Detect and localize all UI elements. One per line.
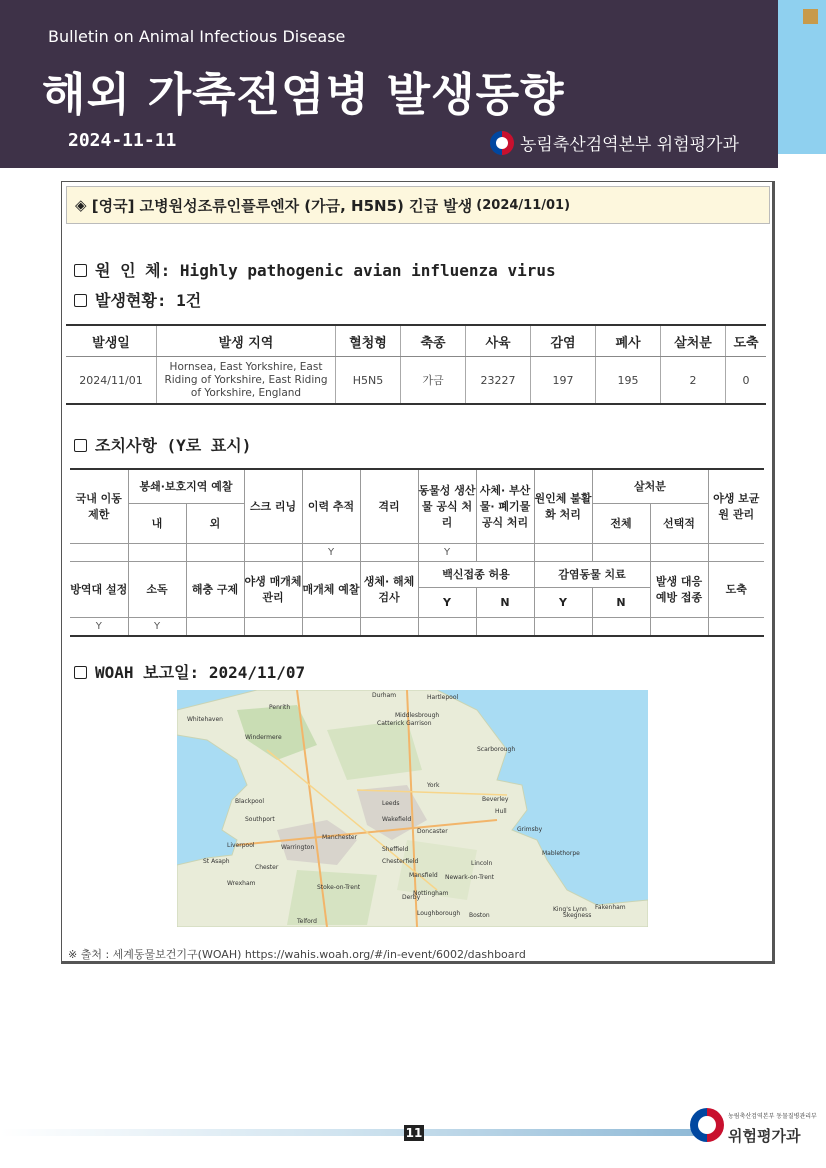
table-row: [70, 617, 764, 636]
map-place-label: Scarborough: [477, 746, 516, 753]
org-name: 농림축산검역본부 위험평가과: [520, 135, 739, 155]
map-place-label: Catterick Garrison: [377, 720, 432, 727]
woah-date: 2024/11/07: [208, 663, 306, 682]
status-label: 발생현황:: [95, 291, 167, 310]
checkbox-square-icon: [74, 666, 87, 679]
hdr-culling: 살처분: [592, 469, 708, 503]
hdr-zone: 봉쇄·보호지역 예찰: [128, 469, 244, 503]
value-cell: [476, 617, 534, 636]
cell-species: 가금: [401, 357, 466, 405]
map-place-label: Nottingham: [413, 890, 449, 897]
col-header: 발생 지역: [157, 325, 336, 357]
measures-line: [74, 433, 251, 456]
map-place-label: Fakenham: [595, 904, 626, 911]
hdr-disinfection: 소독: [128, 561, 186, 617]
map-place-label: King's Lynn: [553, 906, 587, 913]
col-header: 감염: [531, 325, 596, 357]
value-cell: [650, 617, 708, 636]
value-cell: [360, 543, 418, 561]
hdr-wild-reservoir: 야생 보균원 관리: [708, 469, 764, 543]
map-place-label: Sheffield: [382, 846, 409, 853]
cell-slaughtered: 0: [726, 357, 767, 405]
header-side-accent: [778, 0, 826, 154]
value-cell: [592, 617, 650, 636]
map-place-label: Stoke-on-Trent: [317, 884, 361, 891]
map-place-label: Telford: [297, 918, 317, 925]
taeguk-logo-icon: [490, 131, 514, 155]
map-place-label: Liverpool: [227, 842, 255, 849]
page-title: 해외 가축전염병 발생동향: [42, 68, 565, 121]
map-place-label: Leeds: [382, 800, 400, 807]
report-title: [영국] 고병원성조류인플루엔자 (가금, H5N5) 긴급 발생: [91, 196, 473, 215]
hdr-zoning: 방역대 설정: [70, 561, 128, 617]
hdr-treat-y: Y: [534, 587, 592, 617]
status-line: [74, 288, 201, 311]
hdr-inactivation: 원인체 불활화 처리: [534, 469, 592, 543]
table-header-row: [66, 325, 766, 357]
value-cell: [186, 617, 244, 636]
woah-line: [74, 660, 305, 683]
footer-team: 위험평가과: [728, 1127, 801, 1145]
col-header: 폐사: [596, 325, 661, 357]
pathogen-line: [74, 258, 556, 281]
hdr-animal-products: 동물성 생산물 공식 처리: [418, 469, 476, 543]
map-place-label: Mansfield: [409, 872, 438, 879]
cell-location: Hornsea, East Yorkshire, East Riding of Yorkshire, East Riding of Yorkshire, England: [157, 357, 336, 405]
taeguk-logo-icon: [690, 1108, 724, 1142]
map-place-label: Lincoln: [471, 860, 493, 867]
footer-org: 농림축산검역본부 동물질병관리부: [728, 1113, 817, 1120]
checkbox-square-icon: [74, 439, 87, 452]
source-note: ※ 출처 : 세계동물보건기구(WOAH) https://wahis.woah.org/#/in-event/6002/dashboard: [68, 948, 526, 961]
col-header: 혈청형: [336, 325, 401, 357]
pathogen-value: Highly pathogenic avian influenza virus: [179, 261, 556, 280]
outbreak-map[interactable]: [177, 690, 648, 927]
hdr-slaughter: 도축: [708, 561, 764, 617]
value-cell: Y: [302, 543, 360, 561]
value-cell: [128, 543, 186, 561]
footer-rule: [0, 1129, 700, 1136]
map-place-label: Whitehaven: [187, 716, 223, 723]
hdr-quarantine: 격리: [360, 469, 418, 543]
map-place-label: Doncaster: [417, 828, 448, 835]
value-cell: [418, 617, 476, 636]
map-place-label: Blackpool: [235, 798, 265, 805]
map-place-label: Wrexham: [227, 880, 256, 887]
value-cell: [534, 543, 592, 561]
hdr-screening: 스크 리닝: [244, 469, 302, 543]
map-place-label: Grimsby: [517, 826, 543, 833]
hdr-treatment: 감염동물 치료: [534, 561, 650, 587]
hdr-pest: 해충 구제: [186, 561, 244, 617]
hdr-zone-out: 외: [186, 503, 244, 543]
report-title-bar: [66, 186, 770, 224]
map-place-label: Newark-on-Trent: [445, 874, 495, 881]
page-number: 11: [405, 1126, 423, 1140]
hdr-cull-select: 선택적: [650, 503, 708, 543]
value-cell: [302, 617, 360, 636]
map-place-label: Southport: [245, 816, 275, 823]
cell-serotype: H5N5: [336, 357, 401, 405]
map-place-label: Hull: [495, 808, 507, 815]
hdr-live-test: 생체· 해체 검사: [360, 561, 418, 617]
map-place-label: Manchester: [322, 834, 358, 841]
measures-table: [70, 468, 764, 637]
map-label-layer: [177, 690, 648, 927]
hdr-vaccination: 백신접종 허용: [418, 561, 534, 587]
table-row: [66, 357, 766, 405]
checkbox-square-icon: [74, 264, 87, 277]
outbreak-table: [66, 324, 766, 405]
map-place-label: Mablethorpe: [542, 850, 580, 857]
value-cell: [476, 543, 534, 561]
col-header: 사육: [466, 325, 531, 357]
cell-deaths: 195: [596, 357, 661, 405]
value-cell: [650, 543, 708, 561]
col-header: 도축: [726, 325, 767, 357]
map-place-label: Wakefield: [382, 816, 412, 823]
map-place-label: Middlesbrough: [395, 712, 440, 719]
pathogen-label: 원 인 체:: [95, 261, 171, 280]
value-cell: [592, 543, 650, 561]
hdr-treat-n: N: [592, 587, 650, 617]
cell-culled: 2: [661, 357, 726, 405]
bulletin-subtitle: Bulletin on Animal Infectious Disease: [48, 27, 346, 46]
value-cell: Y: [128, 617, 186, 636]
value-cell: [244, 617, 302, 636]
bulletin-date: 2024-11-11: [68, 130, 177, 151]
map-place-label: St Asaph: [203, 858, 230, 865]
status-value: 1건: [176, 291, 202, 310]
header-corner-square: [803, 9, 818, 24]
map-place-label: Loughborough: [417, 910, 461, 917]
value-cell: [70, 543, 128, 561]
table-row: [70, 543, 764, 561]
diamond-icon: ◈: [75, 196, 92, 214]
measures-label: 조치사항 (Y로 표시): [95, 436, 252, 455]
value-cell: [708, 617, 764, 636]
col-header: 발생일: [66, 325, 157, 357]
hdr-zone-in: 내: [128, 503, 186, 543]
map-place-label: Warrington: [281, 844, 315, 851]
value-cell: Y: [418, 543, 476, 561]
map-place-label: Boston: [469, 912, 490, 919]
value-cell: [186, 543, 244, 561]
map-place-label: Hartlepool: [427, 694, 459, 701]
value-cell: Y: [70, 617, 128, 636]
map-place-label: Windermere: [245, 734, 282, 741]
value-cell: [534, 617, 592, 636]
hdr-vector-surv: 매개체 예찰: [302, 561, 360, 617]
col-header: 축종: [401, 325, 466, 357]
cell-cases: 197: [531, 357, 596, 405]
map-place-label: Chesterfield: [382, 858, 419, 865]
col-header: 살처분: [661, 325, 726, 357]
hdr-cull-all: 전체: [592, 503, 650, 543]
map-place-label: Penrith: [269, 704, 291, 711]
hdr-prevent-vacc: 발생 대응 예방 접종: [650, 561, 708, 617]
map-place-label: Chester: [255, 864, 279, 871]
hdr-carcass: 사체· 부산물· 폐기물 공식 처리: [476, 469, 534, 543]
map-place-label: Derby: [402, 894, 421, 901]
hdr-vacc-n: N: [476, 587, 534, 617]
woah-label: WOAH 보고일:: [95, 663, 200, 682]
value-cell: [244, 543, 302, 561]
hdr-trace: 이력 추적: [302, 469, 360, 543]
map-place-label: Skegness: [563, 912, 592, 919]
hdr-wild-vector: 야생 매개체 관리: [244, 561, 302, 617]
value-cell: [708, 543, 764, 561]
value-cell: [360, 617, 418, 636]
report-title-date: (2024/11/01): [476, 197, 571, 213]
map-place-label: York: [427, 782, 440, 789]
hdr-domestic: 국내 이동 제한: [70, 469, 128, 543]
checkbox-square-icon: [74, 294, 87, 307]
cell-date: 2024/11/01: [79, 373, 143, 387]
cell-susceptible: 23227: [466, 357, 531, 405]
hdr-vacc-y: Y: [418, 587, 476, 617]
map-place-label: Durham: [372, 692, 397, 699]
map-place-label: Beverley: [482, 796, 509, 803]
org-label: [490, 130, 739, 155]
